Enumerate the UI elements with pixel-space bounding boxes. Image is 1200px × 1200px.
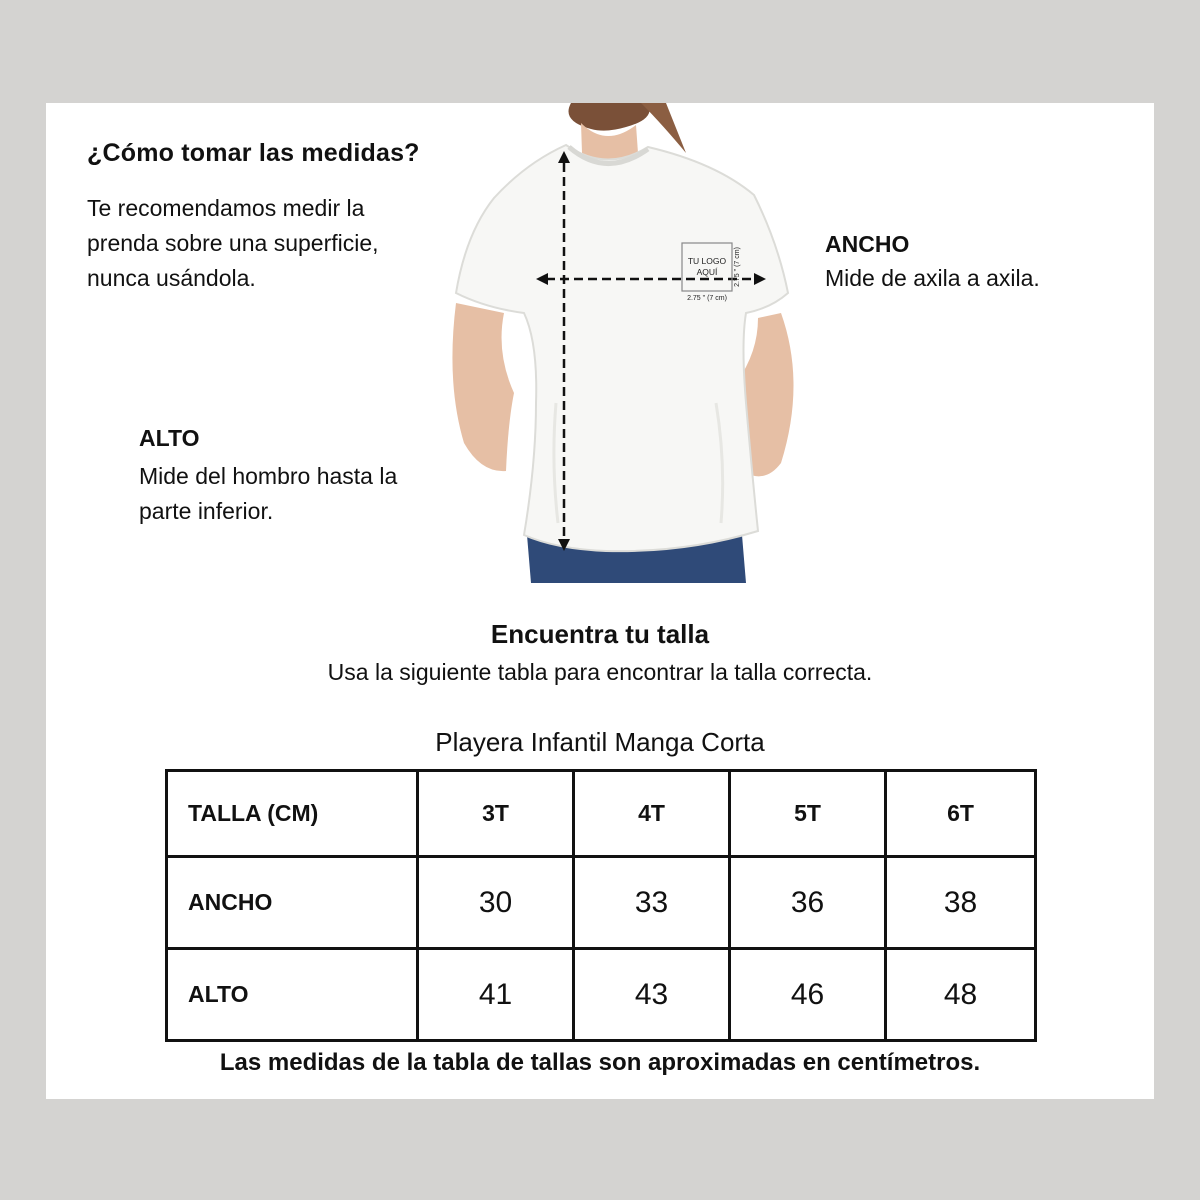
logo-text-line2: AQUÍ — [696, 267, 718, 277]
howto-body: Te recomendamos medir la prenda sobre una superficie, nunca usándola. — [87, 195, 379, 291]
table-row — [167, 857, 1036, 949]
table-row-label: ANCHO — [167, 857, 418, 949]
howto-title: ¿Cómo tomar las medidas? — [87, 139, 420, 167]
alto-body: Mide del hombro hasta la parte inferior. — [139, 463, 398, 524]
table-cell: 46 — [730, 949, 886, 1041]
table-cell: 41 — [418, 949, 574, 1041]
table-row — [167, 949, 1036, 1041]
table-cell: 48 — [886, 949, 1036, 1041]
hair — [569, 103, 650, 131]
table-header-cell: 3T — [418, 771, 574, 857]
table-header-cell: 4T — [574, 771, 730, 857]
table-header-row — [167, 771, 1036, 857]
find-size-subtitle: Usa la siguiente tabla para encontrar la talla correcta. — [327, 659, 873, 685]
table-cell: 38 — [886, 857, 1036, 949]
tshirt — [456, 145, 788, 551]
table-cell: 30 — [418, 857, 574, 949]
table-cell: 36 — [730, 857, 886, 949]
footnote: Las medidas de la tabla de tallas son aproximadas en centímetros. — [219, 1049, 981, 1076]
size-table-title: Playera Infantil Manga Corta — [435, 727, 765, 757]
ancho-body: Mide de axila a axila. — [825, 265, 1040, 291]
alto-title: ALTO — [139, 425, 200, 451]
ancho-title: ANCHO — [825, 231, 910, 257]
size-guide-card — [46, 103, 1154, 1099]
tshirt-measurement-illustration — [386, 103, 826, 583]
table-cell: 43 — [574, 949, 730, 1041]
left-arm — [452, 303, 514, 471]
logo-text-line1: TU LOGO — [687, 256, 727, 266]
table-header-cell: TALLA (CM) — [167, 771, 418, 857]
find-size-title: Encuentra tu talla — [490, 619, 710, 649]
logo-width-label: 2.75 " (7 cm) — [687, 295, 727, 302]
logo-height-label: 2.75 " (7 cm) — [734, 247, 741, 287]
size-table — [165, 769, 1037, 1042]
table-header-cell: 5T — [730, 771, 886, 857]
table-cell: 33 — [574, 857, 730, 949]
table-header-cell: 6T — [886, 771, 1036, 857]
table-row-label: ALTO — [167, 949, 418, 1041]
